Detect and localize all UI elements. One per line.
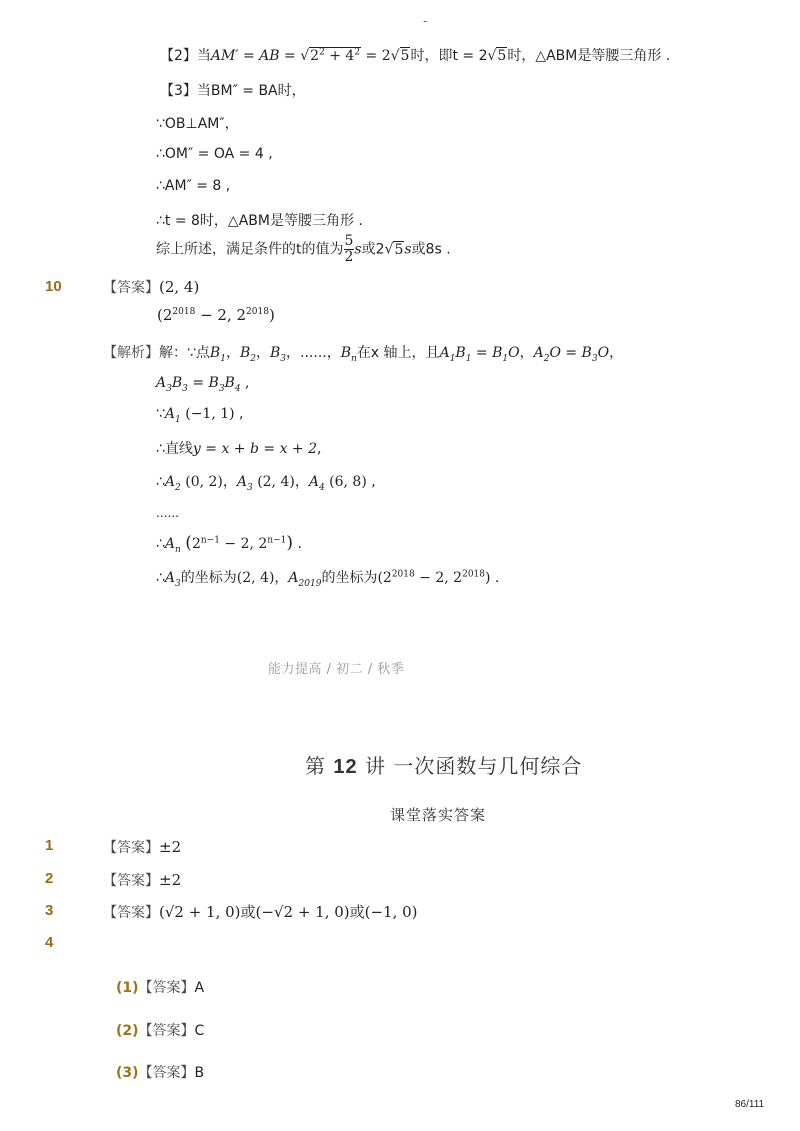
analysis-line: 【解析】解：∵点$B_1$，$B_2$，$B_3$，......，$B_n$在x 轴上，且$A_1B_1 = B_1O$，$A_2O = B_3O$， <box>103 345 624 364</box>
answer-line <box>103 870 181 890</box>
sub-answer-line <box>116 1020 204 1040</box>
text-line: 【3】当BM″ = BA时， <box>160 83 306 99</box>
answer-value: (2, 4) <box>159 278 200 296</box>
math-expression: s <box>404 241 412 258</box>
text-line <box>160 45 670 65</box>
sub-question-label: (1) <box>116 980 139 996</box>
text-segment: 或8s . <box>411 241 451 258</box>
math-expression: s <box>354 241 362 258</box>
text-segment: 时，△ABM是等腰三角形 . <box>507 48 671 64</box>
page-number: 86/111 <box>735 1099 765 1110</box>
text-segment: 时，即t = 2 <box>410 48 488 64</box>
ellipsis-line: ...... <box>156 506 179 520</box>
chapter-number: 12 <box>333 756 358 778</box>
math-line: $A_3B_3 = B_3B_4$ , <box>156 375 250 394</box>
question-number: 1 <box>45 837 54 854</box>
answer-line <box>103 837 181 857</box>
answer-tag: 【答案】 <box>138 980 195 996</box>
answer-tag: 【答案】 <box>103 280 159 296</box>
math-expression: √5 <box>384 241 404 258</box>
question-number: 3 <box>45 902 54 919</box>
answer-tag: 【答案】 <box>138 1023 195 1039</box>
text-segment: 【2】当 <box>160 48 211 64</box>
answer-tag: 【答案】 <box>138 1065 195 1081</box>
sub-question-label: (2) <box>116 1023 139 1039</box>
text-segment: 或2 <box>361 241 385 258</box>
answer-value: (√2 + 1, 0)或(−√2 + 1, 0)或(−1, 0) <box>159 903 418 921</box>
section-title: 课堂落实答案 <box>390 806 487 824</box>
answer-value: C <box>194 1023 205 1039</box>
math-expression: $A_1B_1 = B_1O$ <box>439 345 520 364</box>
answer-line <box>103 277 199 297</box>
text-segment: 综上所述，满足条件的t的值为 <box>156 241 344 258</box>
sub-answer-line <box>116 977 204 997</box>
answer-tag: 【答案】 <box>103 840 159 856</box>
text-line: ∵OB⊥AM″， <box>156 116 239 132</box>
top-dash: - <box>423 14 428 28</box>
text-segment: 在x 轴上，且 <box>356 345 440 361</box>
answer-value: ±2 <box>159 871 182 889</box>
math-expression: $√2^2 + 4^2 = 2√5$ <box>300 47 410 64</box>
text-line <box>156 234 451 265</box>
text-line: ∴AM″ = 8 , <box>156 178 231 194</box>
math-line: $\therefore A_3$的坐标为(2, 4)，$A_{2019}$的坐标为($2^{2018} - 2$, $2^{2018}$) . <box>156 569 500 589</box>
page-footer: 能力提高 / 初二 / 秋季 <box>268 662 405 677</box>
answer-value: B <box>194 1065 205 1081</box>
answer-value: ±2 <box>159 838 182 856</box>
sub-question-label: (3) <box>116 1065 139 1081</box>
math-line: $\therefore A_2$ (0, 2)，$A_3$ (2, 4)，$A_4$ (6, 8) , <box>156 474 376 493</box>
chapter-title <box>305 750 582 779</box>
math-expression: √5 <box>487 48 507 64</box>
text-line: ∴OM″ = OA = 4 , <box>156 146 273 162</box>
math-expression: AM′ = AB = <box>210 48 301 64</box>
chapter-prefix: 第 <box>305 754 326 778</box>
chapter-suffix: 讲 一次函数与几何综合 <box>364 754 583 778</box>
answer-line: ($2^{2018} - 2$, $2^{2018}$) <box>157 306 275 324</box>
answer-tag: 【答案】 <box>103 873 159 889</box>
math-line: ∴直线y = x + b = x + 2, <box>156 441 322 457</box>
answer-line <box>103 901 418 922</box>
text-segment: 解：∵点 <box>159 345 210 361</box>
answer-value: A <box>194 980 205 996</box>
question-number: 2 <box>45 870 54 887</box>
sub-answer-line <box>116 1062 204 1082</box>
math-expression: $B_1$ <box>209 345 226 364</box>
analysis-tag: 【解析】 <box>103 345 159 361</box>
question-number: 10 <box>45 278 62 295</box>
question-number: 4 <box>45 934 54 951</box>
math-line: $\because A_1$ (−1, 1) , <box>156 406 244 425</box>
fraction: $\frac{5}{2}$ <box>344 233 354 265</box>
math-line: $\therefore A_n$ ($2^{n-1} - 2$, $2^{n-1}$) . <box>156 533 302 555</box>
answer-tag: 【答案】 <box>103 905 159 921</box>
text-line: ∴t = 8时，△ABM是等腰三角形 . <box>156 213 363 229</box>
